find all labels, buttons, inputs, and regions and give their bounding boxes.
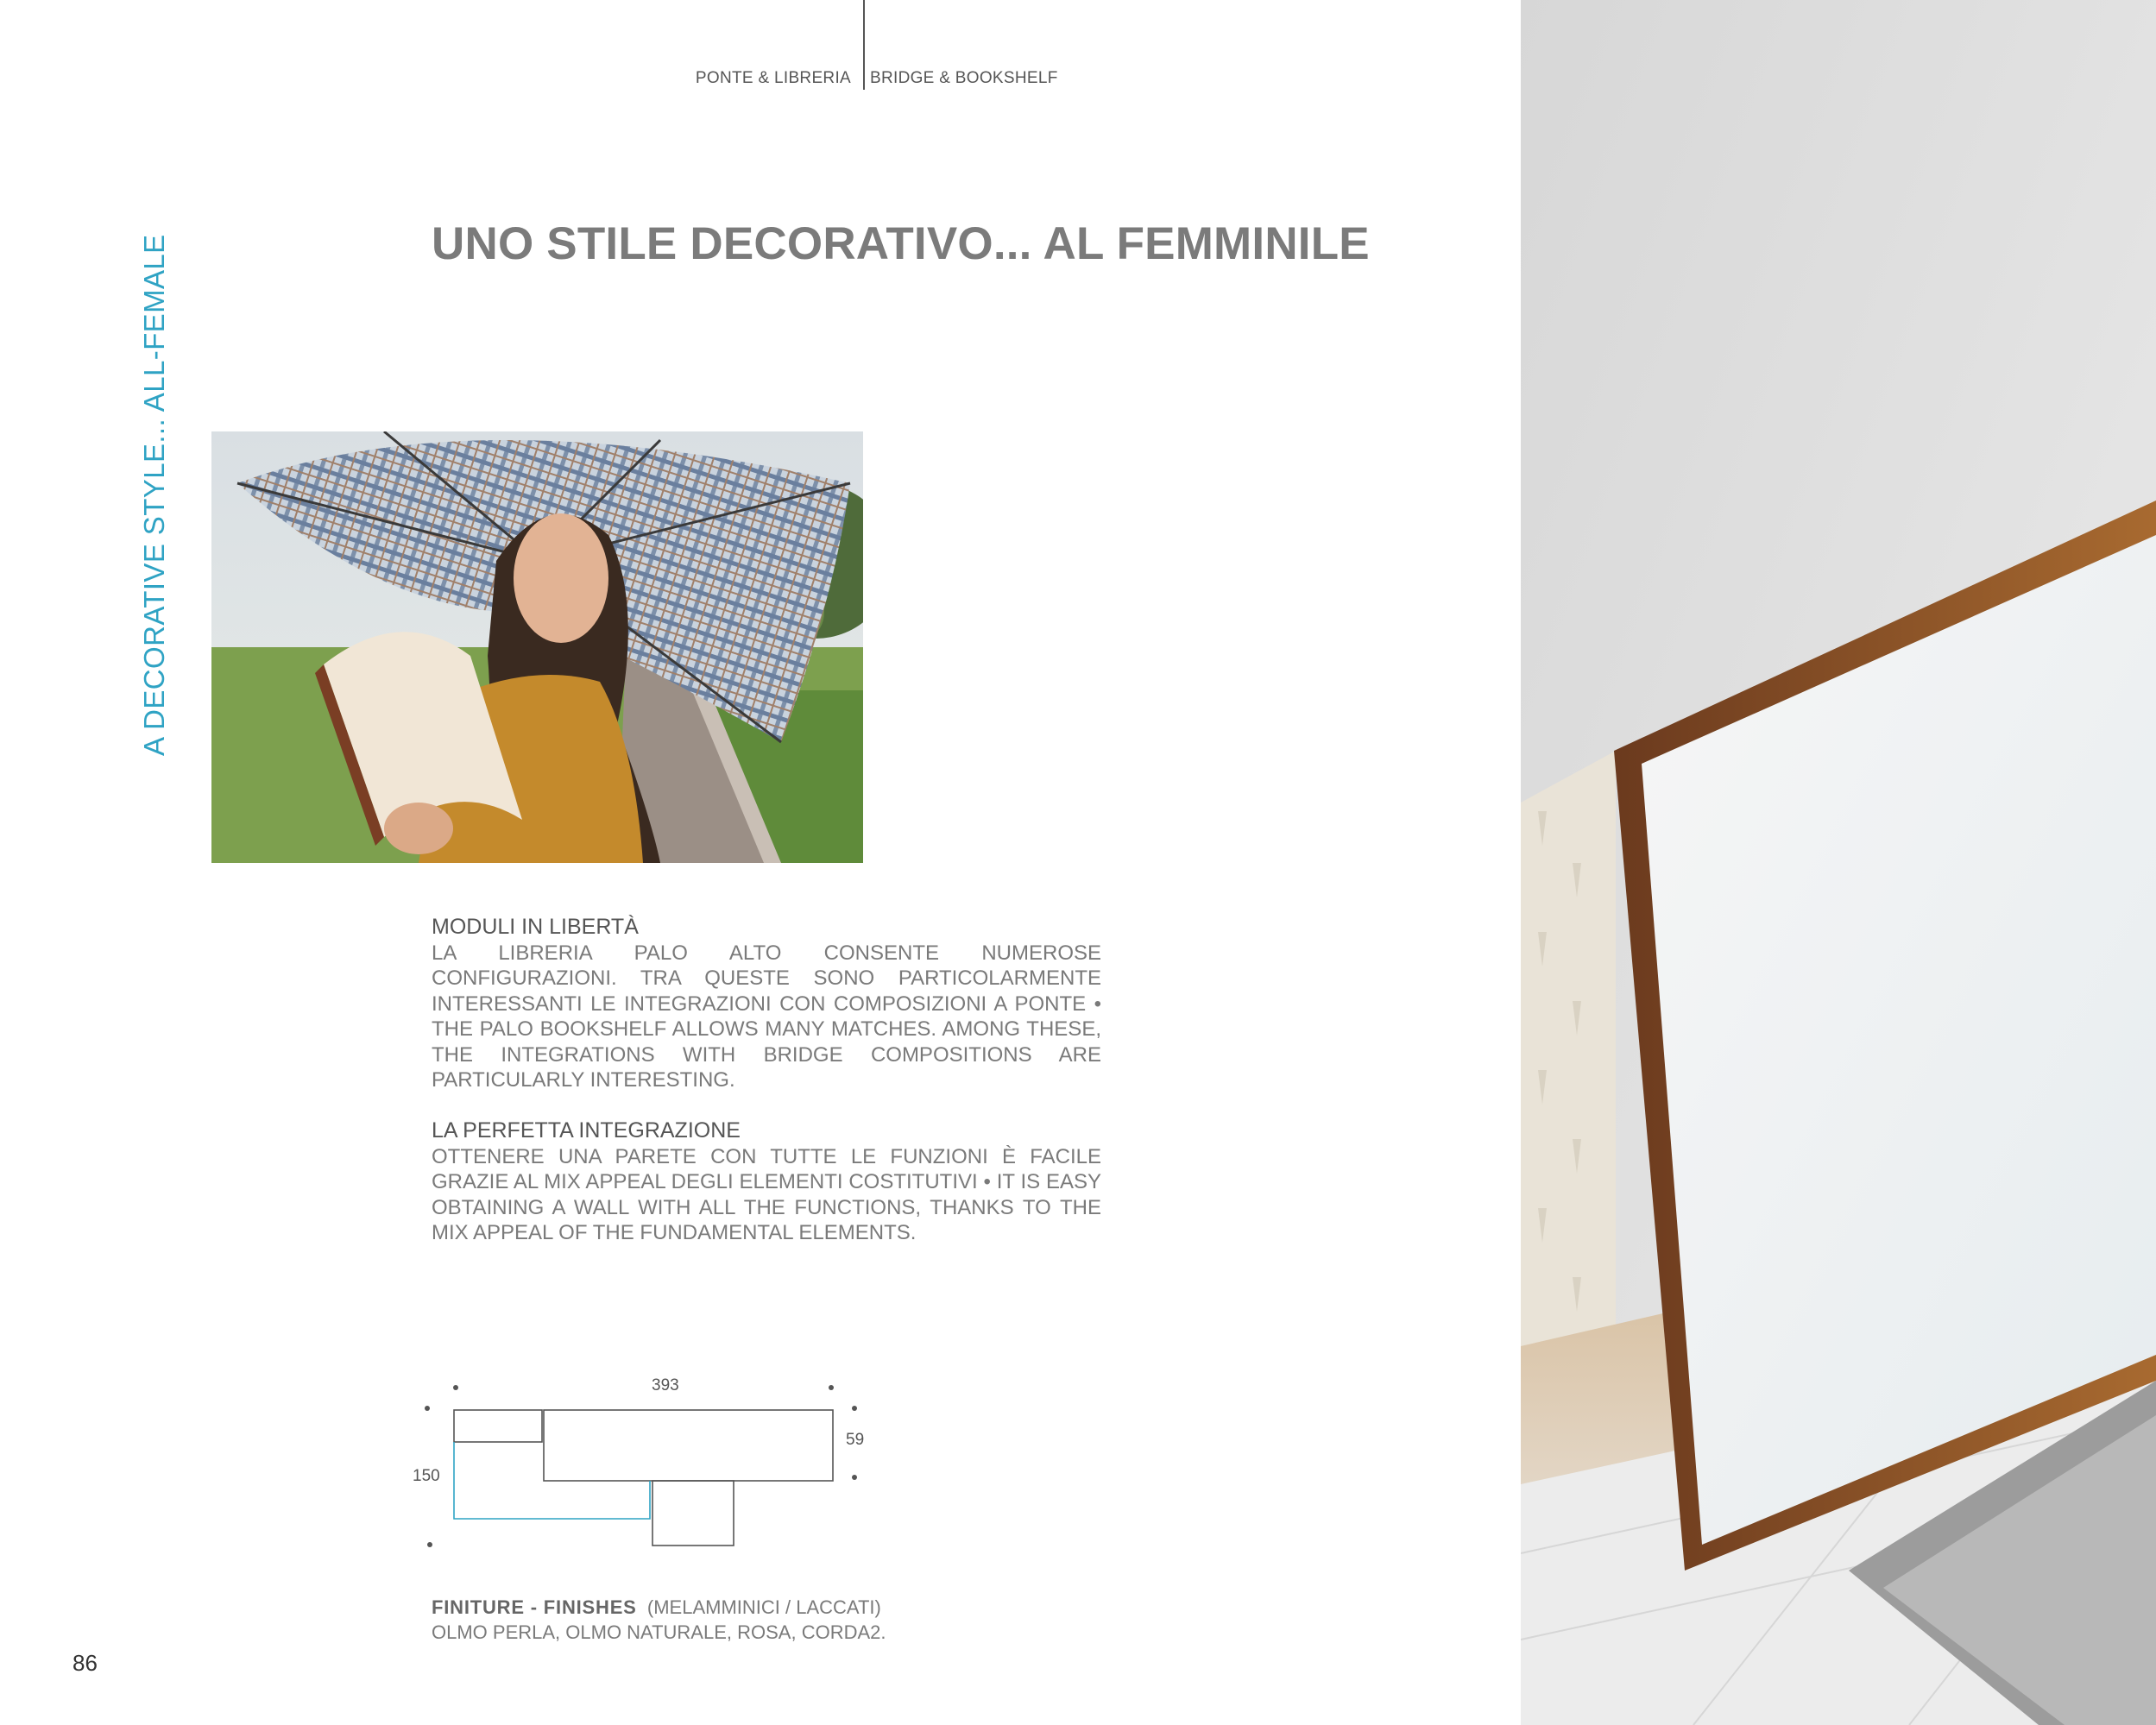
page-title: UNO STILE DECORATIVO... AL FEMMINILE [432, 218, 1370, 269]
section-integrazione-heading: LA PERFETTA INTEGRAZIONE [432, 1118, 741, 1143]
depth-dimension: 59 [846, 1431, 865, 1449]
section-integrazione-text: OTTENERE UNA PARETE CON TUTTE LE FUNZIONI È FACILE GRAZIE AL MIX APPEAL DEGLI ELEMENTI COSTITUTIVI • IT IS EASY OBTAINING A WALL WITH ALL THE FUNCTIONS, THANKS TO THE MIX APPEAL OF THE FUNDAMENTAL ELEMENTS. [432, 1144, 1101, 1244]
finishes-list: OLMO PERLA, OLMO NATURALE, ROSA, CORDA2. [432, 1621, 886, 1643]
interior-photo [1521, 0, 2156, 1725]
header-section-it: PONTE & LIBRERIA [695, 69, 851, 87]
section-integrazione [432, 1118, 1101, 1246]
section-moduli [432, 915, 1101, 1093]
section-moduli-heading: MODULI IN LIBERTÀ [432, 915, 639, 939]
woman-umbrella-photo [211, 431, 863, 863]
finishes-label: FINITURE - FINISHES [432, 1596, 637, 1618]
section-moduli-text: LA LIBRERIA PALO ALTO CONSENTE NUMEROSE CONFIGURAZIONI. TRA QUESTE SONO PARTICOLARMENTE INTERESSANTI LE INTEGRAZIONI CON COMPOSIZIONI A PONTE • THE PALO BOOKSHELF ALLOWS MANY MATCHES. AMONG THESE, THE INTEGRATIONS WITH BRIDGE COMPOSITIONS ARE PARTICULARLY INTERESTING. [432, 941, 1101, 1092]
finishes [432, 1595, 886, 1645]
header-divider [863, 0, 865, 90]
side-title: A DECORATIVE STYLE... ALL-FEMALE [138, 234, 170, 756]
height-dimension: 150 [413, 1467, 440, 1485]
width-dimension: 393 [652, 1376, 679, 1394]
header-section-en: BRIDGE & BOOKSHELF [870, 69, 1058, 87]
finishes-note: (MELAMMINICI / LACCATI) [646, 1596, 881, 1618]
page-number: 86 [72, 1650, 98, 1676]
composition-diagram [393, 1368, 876, 1558]
